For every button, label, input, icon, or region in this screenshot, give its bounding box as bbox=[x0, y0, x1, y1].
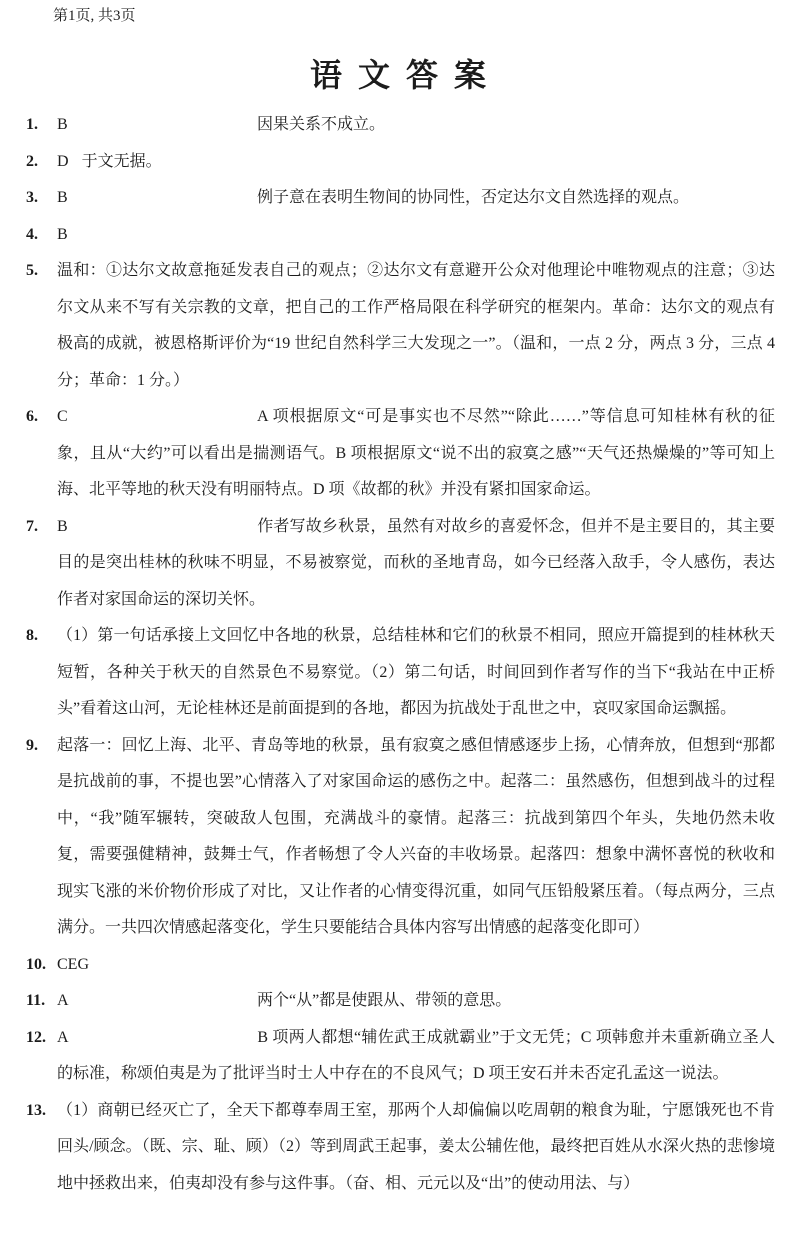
answer-explanation: （1）第一句话承接上文回忆中各地的秋景，总结桂林和它们的秋景不相同，照应开篇提到的桂林秋天短暂，各种关于秋天的自然景色不易察觉。（2）第二句话，时间回到作者写作的当下“我站在中正桥头”看着这山河，无论桂林还是前面提到的各地，都因为抗战处于乱世之中，哀叹家国命运飘摇。 bbox=[57, 627, 775, 717]
answer-explanation: 例子意在表明生物间的协同性，否定达尔文自然选择的观点。 bbox=[257, 189, 690, 206]
answer-item bbox=[26, 399, 775, 509]
answer-item bbox=[26, 983, 775, 1020]
item-number: 10. bbox=[26, 955, 46, 973]
answer-item bbox=[26, 947, 775, 984]
answer-item bbox=[26, 618, 775, 728]
answer-letter: CEG bbox=[57, 955, 89, 973]
item-number: 9. bbox=[26, 736, 38, 754]
page-title: 语 文 答 案 bbox=[309, 57, 490, 93]
answer-item bbox=[26, 1093, 775, 1203]
answer-list bbox=[26, 107, 775, 1202]
answer-explanation: 温和：①达尔文故意拖延发表自己的观点；②达尔文有意避开公众对他理论中唯物观点的注意；③达尔文从来不写有关宗教的文章，把自己的工作严格局限在科学研究的框架内。革命：达尔文的观点有极高的成就，被恩格斯评价为“19 世纪自然科学三大发现之一”。（温和，一点 2 分，两点 3 分，三点 4 分；革命：1 分。） bbox=[57, 262, 775, 389]
answer-explanation: 作者写故乡秋景，虽然有对故乡的喜爱怀念，但并不是主要目的，其主要目的是突出桂林的秋味不明显，不易被察觉，而秋的圣地青岛，如今已经落入敌手，令人感伤，表达作者对家国命运的深切关怀。 bbox=[57, 517, 775, 608]
answer-item bbox=[26, 509, 775, 619]
answer-letter: D bbox=[57, 152, 69, 170]
answer-letter: B bbox=[57, 517, 68, 535]
answer-explanation: B 项两人都想“辅佐武王成就霸业”于文无凭；C 项韩愈并未重新确立圣人的标准，称颂伯夷是为了批评当时士人中存在的不良风气；D 项王安石并未否定孔孟这一说法。 bbox=[57, 1028, 775, 1082]
item-number: 2. bbox=[26, 152, 38, 170]
answer-letter: C bbox=[57, 408, 68, 425]
item-number: 5. bbox=[26, 262, 38, 279]
answer-explanation: A 项根据原文“可是事实也不尽然”“除此……”等信息可知桂林有秋的征象，且从“大约”可以看出是揣测语气。B 项根据原文“说不出的寂寞之感”“天气还热燥燥的”等可知上海、北平等地的秋天没有明丽特点。D 项《故都的秋》并没有紧扣国家命运。 bbox=[57, 408, 775, 498]
page-indicator: 第1页, 共3页 bbox=[53, 8, 136, 24]
answer-letter: A bbox=[57, 992, 69, 1009]
answer-letter: B bbox=[57, 189, 68, 206]
answer-letter: B bbox=[57, 116, 68, 133]
answer-item bbox=[26, 728, 775, 947]
item-number: 7. bbox=[26, 517, 38, 535]
answer-explanation: 起落一：回忆上海、北平、青岛等地的秋景，虽有寂寞之感但情感逐步上扬，心情奔放，但想到“那都是抗战前的事，不提也罢”心情落入了对家国命运的感伤之中。起落二：虽然感伤，但想到战斗的过程中，“我”随军辗转，突破敌人包围，充满战斗的豪情。起落三：抗战到第四个年头，失地仍然未收复，需要强健精神，鼓舞士气，作者畅想了令人兴奋的丰收场景。起落四：想象中满怀喜悦的秋收和现实飞涨的米价物价形成了对比，又让作者的心情变得沉重，如同气压铅般紧压着。（每点两分，三点满分。一共四次情感起落变化，学生只要能结合具体内容写出情感的起落变化即可） bbox=[57, 736, 775, 936]
answer-item bbox=[26, 107, 775, 144]
answer-explanation: 两个“从”都是使跟从、带领的意思。 bbox=[257, 992, 512, 1009]
item-number: 11. bbox=[26, 992, 46, 1009]
answer-item bbox=[26, 253, 775, 399]
answer-explanation: 因果关系不成立。 bbox=[257, 116, 386, 133]
item-number: 4. bbox=[26, 225, 38, 243]
answer-explanation: （1）商朝已经灭亡了，全天下都尊奉周王室，那两个人却偏偏以吃周朝的粮食为耻，宁愿饿死也不肯回头/顾念。（既、宗、耻、顾）（2）等到周武王起事，姜太公辅佐他，最终把百姓从水深火热的悲惨境地中拯救出来，伯夷却没有参与这件事。（奋、相、元元以及“出”的使动用法、与） bbox=[57, 1101, 775, 1192]
answer-item bbox=[26, 1020, 775, 1093]
answer-letter: A bbox=[57, 1028, 69, 1046]
answer-item bbox=[26, 180, 775, 217]
answer-explanation: 于文无据。 bbox=[81, 152, 162, 170]
item-number: 13. bbox=[26, 1101, 46, 1119]
item-number: 8. bbox=[26, 627, 38, 644]
item-number: 12. bbox=[26, 1028, 46, 1046]
item-number: 3. bbox=[26, 189, 38, 206]
answer-item bbox=[26, 144, 775, 181]
answer-item bbox=[26, 217, 775, 254]
item-number: 1. bbox=[26, 116, 38, 133]
item-number: 6. bbox=[26, 408, 38, 425]
answer-letter: B bbox=[57, 225, 68, 243]
